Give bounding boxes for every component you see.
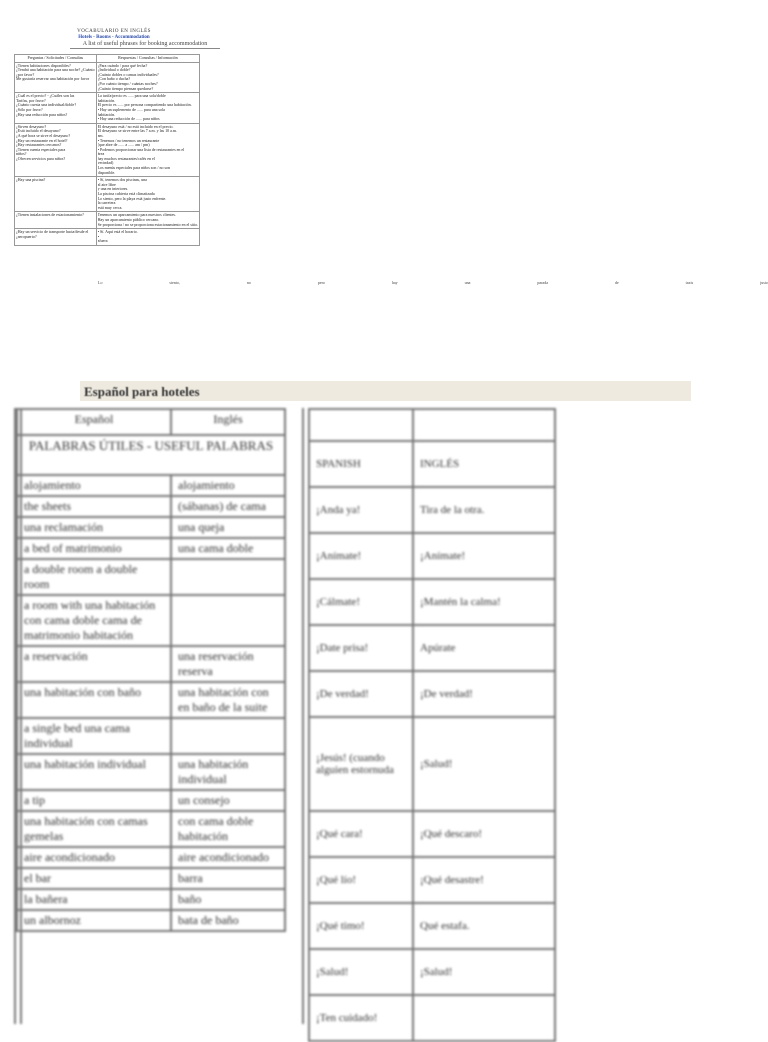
reference-answer-cell bbox=[96, 62, 200, 93]
expression-spanish-cell: ¡Qué lío! bbox=[309, 857, 413, 903]
justified-word: pero bbox=[317, 280, 325, 285]
vocab-english-cell: una queja bbox=[171, 517, 285, 538]
expression-row bbox=[309, 811, 555, 857]
expression-spanish-cell: ¡Date prisa! bbox=[309, 625, 413, 671]
justified-word: no bbox=[246, 280, 251, 285]
vocab-english-cell: baño bbox=[171, 889, 285, 910]
expression-row bbox=[309, 903, 555, 949]
vocab-row bbox=[17, 559, 285, 595]
reference-line: Hay un aparcamiento público cercano. bbox=[97, 218, 160, 222]
reference-line: Se proporciona / no se proporciona estacionamiento en el sitio. bbox=[97, 222, 199, 227]
vocab-row bbox=[17, 718, 285, 754]
reference-line: ¿Hay una reducción para niños? bbox=[16, 112, 68, 117]
reference-line: ¿Ofrecen servicios para niños? bbox=[16, 156, 66, 161]
reference-line: disponible. bbox=[97, 170, 116, 175]
reference-line: y una en interiores. bbox=[97, 187, 129, 192]
reference-row bbox=[15, 229, 200, 246]
reference-answer-cell bbox=[96, 123, 200, 177]
reference-line: ¿aeropuerto? bbox=[16, 234, 37, 239]
reference-question-cell bbox=[15, 177, 97, 212]
col-header-answers: Respuestas / Consultas / Información bbox=[96, 55, 200, 63]
expression-english-cell: ¡Salud! bbox=[413, 717, 555, 811]
vocab-row bbox=[17, 847, 285, 868]
reference-line: La piscina cubierta está climatizada bbox=[97, 192, 155, 197]
vocab-spanish-cell: un albornoz bbox=[17, 910, 171, 931]
expression-english-cell bbox=[413, 995, 555, 1041]
reference-line: ¿Hay una piscina? bbox=[16, 178, 46, 183]
vocab-spanish-cell: aire acondicionado bbox=[17, 847, 171, 868]
justified-text-line bbox=[98, 280, 768, 285]
reference-line: ¿Con baño o ducha? bbox=[97, 77, 131, 82]
vocab-row bbox=[17, 868, 285, 889]
reference-line: • Hay una reducción de ...... para niños bbox=[97, 117, 160, 122]
vocab-spanish-cell: a bed of matrimonio bbox=[17, 538, 171, 559]
col-header-questions: Preguntas / Solicitudes / Consultas bbox=[15, 55, 97, 63]
expressions-header-english: INGLÉS bbox=[413, 441, 555, 487]
reference-line: • Sí, tenemos dos piscinas, una bbox=[97, 178, 147, 183]
reference-answer-cell bbox=[96, 212, 200, 229]
reference-line: la carretera bbox=[97, 201, 116, 206]
vocab-english-cell: bata de baño bbox=[171, 910, 285, 931]
reference-line: Me gustaría reservar una habitación por favor bbox=[16, 77, 90, 82]
vocab-spanish-cell: una habitación con baño bbox=[17, 682, 171, 718]
vocab-english-cell: alojamiento bbox=[171, 475, 285, 496]
expression-row bbox=[309, 717, 555, 811]
expression-english-cell: ¡Salud! bbox=[413, 949, 555, 995]
justified-word: Lo bbox=[98, 280, 103, 285]
reference-answer-cell bbox=[96, 177, 200, 212]
vocab-spanish-cell: la bañera bbox=[17, 889, 171, 910]
reference-line: ¿Tienen cuenta especiales para bbox=[16, 147, 66, 152]
vocab-spanish-cell: a double room a double room bbox=[17, 559, 171, 595]
expression-english-cell: ¡De verdad! bbox=[413, 671, 555, 717]
reference-line: habitación. bbox=[97, 112, 116, 117]
vocab-row bbox=[17, 496, 285, 517]
vocab-header-row bbox=[17, 409, 285, 435]
justified-word: taxis bbox=[685, 280, 694, 285]
reference-question-cell bbox=[15, 212, 97, 229]
reference-question-cell bbox=[15, 62, 97, 93]
vocab-spanish-cell: a room with una habitación con cama doble cama de matrimonio habitación bbox=[17, 595, 171, 646]
expression-row bbox=[309, 949, 555, 995]
doc-heading: VOCABULARIO EN INGLÉS bbox=[77, 29, 151, 34]
reference-line: ¿Cuál es el precio? - ¿Cuáles son las bbox=[16, 94, 75, 99]
expression-spanish-cell: ¡Salud! bbox=[309, 949, 413, 995]
vocab-row bbox=[17, 790, 285, 811]
reference-line: Tenemos un aparcamiento para nuestros clientes. bbox=[97, 213, 176, 218]
vocab-row bbox=[17, 517, 285, 538]
expressions-header-spanish: SPANISH bbox=[309, 441, 413, 487]
reference-line: ¿Sirven desayuno? bbox=[16, 124, 47, 129]
section-title-bar bbox=[80, 381, 691, 401]
vocab-english-cell: con cama doble habitación bbox=[171, 811, 285, 847]
justified-word: siento, bbox=[169, 280, 180, 285]
expression-row bbox=[309, 625, 555, 671]
reference-line: afuera bbox=[97, 239, 108, 244]
vocab-english-cell: aire acondicionado bbox=[171, 847, 285, 868]
vocab-english-cell: una reservación reserva bbox=[171, 646, 285, 682]
section-title: Español para hoteles bbox=[84, 384, 200, 399]
expression-spanish-cell: ¡De verdad! bbox=[309, 671, 413, 717]
reference-line: ¿Tienen instalaciones de estacionamiento? bbox=[16, 213, 84, 218]
expression-spanish-cell: ¡Anda ya! bbox=[309, 487, 413, 533]
vocab-spanish-cell: a tip bbox=[17, 790, 171, 811]
vocab-banner-row bbox=[17, 435, 285, 475]
vocab-english-cell bbox=[171, 595, 285, 646]
vocab-spanish-cell: una habitación con camas gemelas bbox=[17, 811, 171, 847]
reference-line: ¿Hay un servicio de transporte hacia/desde el bbox=[16, 230, 89, 235]
expression-row bbox=[309, 671, 555, 717]
vocab-english-cell: barra bbox=[171, 868, 285, 889]
reference-question-cell bbox=[15, 229, 97, 246]
vocab-spanish-cell: el bar bbox=[17, 868, 171, 889]
reference-line: • Podemos proporcionar una lista de restaurantes en el bbox=[97, 147, 185, 152]
reference-line: ¿Cuánto dobles o camas individuales? bbox=[97, 72, 159, 77]
reference-line: ¿Tendrá una habitación para una noche? ¿Cuánto bbox=[16, 68, 95, 73]
reference-line: • Hay un suplemento de ...... para una sola bbox=[97, 107, 165, 112]
vocab-row bbox=[17, 754, 285, 790]
reference-line: vecindad) bbox=[97, 161, 114, 166]
justified-word: una bbox=[464, 280, 471, 285]
reference-row bbox=[15, 93, 200, 124]
reference-row bbox=[15, 123, 200, 177]
vocab-spanish-cell: una habitación individual bbox=[17, 754, 171, 790]
vocab-row bbox=[17, 910, 285, 931]
reference-line: (que abre de ...... a ...... am / pm) bbox=[97, 143, 150, 148]
expression-english-cell: Apúrate bbox=[413, 625, 555, 671]
reference-line: Tarifas, por favor? bbox=[16, 98, 46, 103]
justified-word: parada bbox=[537, 280, 548, 285]
reference-row bbox=[15, 177, 200, 212]
vocab-english-cell: una cama doble bbox=[171, 538, 285, 559]
reference-question-cell bbox=[15, 93, 97, 124]
expression-english-cell: ¡Mantén la calma! bbox=[413, 579, 555, 625]
reference-line: hay muchos restaurantes/cafés en el bbox=[97, 156, 155, 161]
vocab-spanish-cell: a reservación bbox=[17, 646, 171, 682]
vocab-spanish-cell: alojamiento bbox=[17, 475, 171, 496]
vocab-header-english: Inglés bbox=[171, 409, 285, 435]
vocab-english-cell: una habitación con en baño de la suite bbox=[171, 682, 285, 718]
reference-line: Lo siento, pero la playa está justo enfrente. bbox=[97, 196, 167, 201]
reference-line: área bbox=[97, 152, 105, 157]
reference-line: ¿Para cuándo / para qué fecha? bbox=[97, 63, 148, 68]
expression-english-cell: Qué estafa. bbox=[413, 903, 555, 949]
reference-line: • Sí. Aquí está el horario. bbox=[97, 230, 138, 235]
reference-line: ¿Hay restaurantes cercanos? bbox=[16, 143, 62, 148]
reference-line: • bbox=[97, 234, 99, 239]
expression-row bbox=[309, 487, 555, 533]
reference-line: • Tenemos / no tenemos un restaurante bbox=[97, 138, 160, 143]
expression-spanish-cell: ¡Qué timo! bbox=[309, 903, 413, 949]
expression-english-cell: ¡Qué desastre! bbox=[413, 857, 555, 903]
reference-row bbox=[15, 62, 200, 93]
expression-spanish-cell: ¡Ten cuidado! bbox=[309, 995, 413, 1041]
expression-english-cell: ¡Anímate! bbox=[413, 533, 555, 579]
reference-line: ¿A qué hora se sirve el desayuno? bbox=[16, 133, 71, 138]
reference-line: ¿Está incluido el desayuno? bbox=[16, 129, 61, 134]
reference-line: ¿Hay un restaurante en el hotel? bbox=[16, 138, 68, 143]
reference-line: ¿por favor? bbox=[16, 72, 35, 77]
reference-line: ¿Cuánto tiempo piensan quedarse? bbox=[97, 86, 154, 91]
vocab-row bbox=[17, 538, 285, 559]
reference-line: ¿Cuánto cuesta una individual/doble? bbox=[16, 103, 77, 108]
vocab-row bbox=[17, 595, 285, 646]
expressions-header-row bbox=[309, 441, 555, 487]
reference-line: Los menús especiales para niños son / no son bbox=[97, 166, 171, 171]
vocab-english-cell: (sábanas) de cama bbox=[171, 496, 285, 517]
expressions-table bbox=[308, 408, 556, 1042]
expression-spanish-cell: ¡Cálmate! bbox=[309, 579, 413, 625]
vocab-spanish-cell: the sheets bbox=[17, 496, 171, 517]
vocab-english-cell: un consejo bbox=[171, 790, 285, 811]
vocab-row bbox=[17, 646, 285, 682]
justified-word: justo bbox=[760, 280, 768, 285]
expression-spanish-cell: ¡Qué cara! bbox=[309, 811, 413, 857]
expression-spanish-cell: ¡Anímate! bbox=[309, 533, 413, 579]
doc-intro: A list of useful phrases for booking accommodation bbox=[70, 41, 220, 49]
reference-row bbox=[15, 212, 200, 229]
reference-line: El desayuno está / no está incluido en el precio. bbox=[97, 124, 174, 129]
expression-english-cell: ¡Qué descaro! bbox=[413, 811, 555, 857]
justified-word: de bbox=[614, 280, 619, 285]
expressions-blank-row bbox=[309, 409, 555, 441]
vocab-spanish-cell: a single bed una cama individual bbox=[17, 718, 171, 754]
vocab-header-spanish: Español bbox=[17, 409, 171, 435]
justified-word: hay bbox=[391, 280, 398, 285]
reference-line: ¿Individual o doble? bbox=[97, 68, 131, 73]
reference-line: El precio es ...... por persona compartiendo una habitación. bbox=[97, 103, 192, 108]
top-document-header bbox=[14, 28, 214, 49]
reference-line: El desayuno se sirve entre las 7 a.m. y las 10 a.m. bbox=[97, 129, 178, 134]
vocab-row bbox=[17, 811, 285, 847]
reference-answer-cell bbox=[96, 93, 200, 124]
vocab-english-cell bbox=[171, 718, 285, 754]
expression-row bbox=[309, 857, 555, 903]
reference-line: La tarifa/precio es ...... para una sola/doble bbox=[97, 94, 166, 99]
vocab-english-cell: una habitación individual bbox=[171, 754, 285, 790]
reference-line: am. bbox=[97, 133, 104, 138]
vocab-table bbox=[16, 408, 286, 932]
reference-answer-cell bbox=[96, 229, 200, 246]
reference-line: niños? bbox=[16, 152, 27, 157]
reference-line: ¿Tienen habitaciones disponibles? bbox=[16, 63, 71, 68]
expression-row bbox=[309, 533, 555, 579]
expression-english-cell: Tira de la otra. bbox=[413, 487, 555, 533]
expression-spanish-cell: ¡Jesús! (cuando alguien estornuda bbox=[309, 717, 413, 811]
reference-line: al aire libre bbox=[97, 182, 116, 187]
reference-line: está muy cerca. bbox=[97, 205, 123, 210]
vocab-spanish-cell: una reclamación bbox=[17, 517, 171, 538]
vocab-row bbox=[17, 682, 285, 718]
reference-line: habitación. bbox=[97, 98, 116, 103]
reference-question-cell bbox=[15, 123, 97, 177]
vocab-banner: PALABRAS ÚTILES - USEFUL PALABRAS bbox=[17, 435, 285, 475]
vocab-row bbox=[17, 889, 285, 910]
vocab-english-cell bbox=[171, 559, 285, 595]
expression-row bbox=[309, 995, 555, 1041]
doc-subheading: Hotels - Rooms - Accommodation bbox=[78, 35, 150, 40]
reference-line: ¿Por cuánto tiempo / cuántas noches? bbox=[97, 81, 158, 86]
reference-line: ¿Sólo por favor? bbox=[16, 107, 43, 112]
expression-row bbox=[309, 579, 555, 625]
phrases-reference-table bbox=[14, 54, 200, 246]
vocab-row bbox=[17, 475, 285, 496]
